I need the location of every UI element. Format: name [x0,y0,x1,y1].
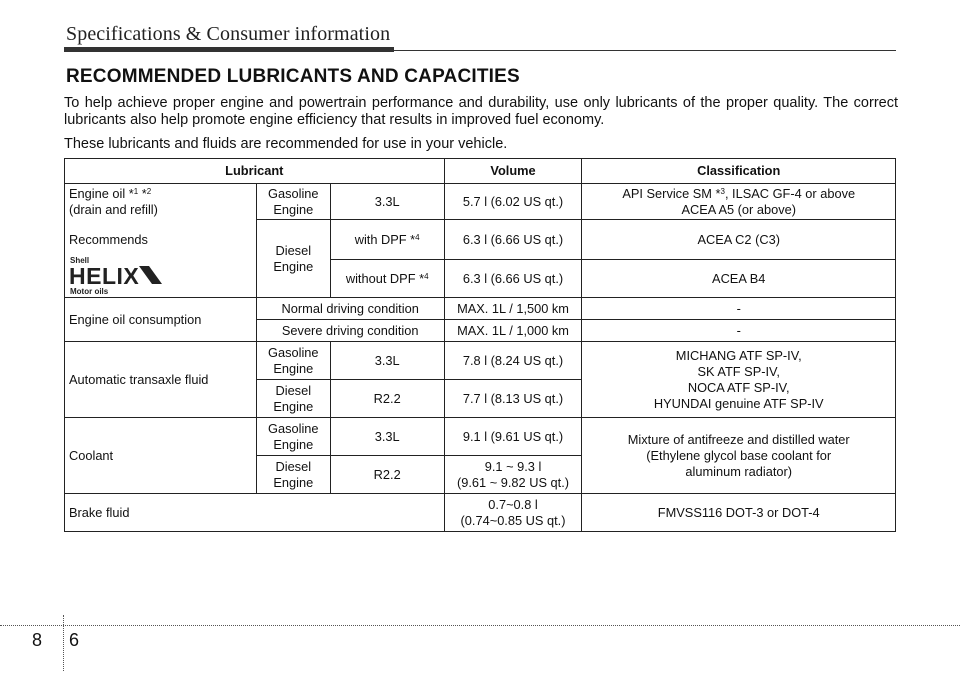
brake-volume-cell [444,494,582,532]
header-rule [64,50,896,51]
atf-class-4: HYUNDAI genuine ATF SP-IV [653,395,824,411]
atf-diesel-volume-cell: 7.7 l (8.13 US qt.) [444,380,582,418]
logo-x-swoosh [139,266,162,284]
gas-class-b: , ILSAC GF-4 or above [724,185,856,201]
header-volume: Volume [444,159,582,184]
consumption-label-cell: Engine oil consumption [65,298,257,342]
footnote-1: 1 [133,187,139,196]
gas-class-a: API Service SM * [622,185,721,201]
table-header-row [65,159,896,184]
gasoline-engine-cell: Gasoline Engine [256,184,330,220]
gas-class-cell [582,184,896,220]
intro-paragraph-1: To help achieve proper engine and powertrain performance and durability, use only lubricants of the proper quality. The correct lubricants also help promote engine efficiency that results in improved fuel economy. [64,95,898,128]
normal-condition-cell: Normal driving condition [256,298,444,320]
dpf-without-label: without DPF * [345,270,425,286]
dpf-with-volume-cell: 6.3 l (6.66 US qt.) [444,220,582,260]
normal-class-cell: - [582,298,896,320]
gas-volume-cell: 5.7 l (6.02 US qt.) [444,184,582,220]
dpf-without-volume-cell: 6.3 l (6.66 US qt.) [444,260,582,298]
coolant-diesel-volume-cell [444,456,582,494]
coolant-gas-spec-cell: 3.3L [330,418,444,456]
normal-value-cell: MAX. 1L / 1,500 km [444,298,582,320]
dpf-with-class-cell: ACEA C2 (C3) [582,220,896,260]
atf-diesel-spec-cell: R2.2 [330,380,444,418]
table-row [65,418,896,456]
logo-text-bottom: Motor oils [70,287,109,296]
brake-volume-1: 0.7~0.8 l [488,496,538,512]
severe-class-cell: - [582,320,896,342]
engine-oil-star2: * [138,186,147,201]
atf-class-2: SK ATF SP-IV, [697,363,780,379]
coolant-diesel-cell: Diesel Engine [256,456,330,494]
atf-class-3: NOCA ATF SP-IV, [687,379,790,395]
dpf-without-class-cell: ACEA B4 [582,260,896,298]
footnote-2: 2 [146,187,152,196]
logo-text-small: Shell [70,256,90,265]
chapter-number: 8 [32,630,43,650]
dpf-with-label: with DPF * [354,231,416,247]
coolant-class-cell [582,418,896,494]
footnote-4a: 4 [415,232,420,242]
lubricants-table [64,158,896,532]
page-number: 6 [69,630,80,650]
gas-spec-cell: 3.3L [330,184,444,220]
coolant-gas-volume-cell: 9.1 l (9.61 US qt.) [444,418,582,456]
atf-class-1: MICHANG ATF SP-IV, [675,347,802,363]
coolant-gasoline-cell: Gasoline Engine [256,418,330,456]
gas-class-c: ACEA A5 (or above) [681,201,796,217]
recommends-label: Recommends [69,232,148,247]
dpf-with-cell [330,220,444,260]
footnote-4b: 4 [424,271,429,281]
coolant-diesel-volume-2: (9.61 ~ 9.82 US qt.) [456,474,570,490]
table-row [65,184,896,220]
section-title: RECOMMENDED LUBRICANTS AND CAPACITIES [66,66,520,87]
dpf-without-cell [330,260,444,298]
atf-gas-volume-cell: 7.8 l (8.24 US qt.) [444,342,582,380]
atf-diesel-cell: Diesel Engine [256,380,330,418]
brake-label-cell: Brake fluid [65,494,445,532]
shell-helix-logo [69,252,163,296]
atf-label-cell: Automatic transaxle fluid [65,342,257,418]
coolant-diesel-spec-cell: R2.2 [330,456,444,494]
engine-oil-sub: (drain and refill) [69,202,158,217]
coolant-class-1: Mixture of antifreeze and distilled water [627,431,850,447]
coolant-label-cell: Coolant [65,418,257,494]
intro-text [64,95,898,153]
intro-paragraph-2: These lubricants and fluids are recommended for use in your vehicle. [64,136,508,152]
brake-volume-2: (0.74~0.85 US qt.) [460,512,566,528]
severe-condition-cell: Severe driving condition [256,320,444,342]
footnote-3: 3 [720,186,725,196]
table-row [65,342,896,380]
atf-gasoline-cell: Gasoline Engine [256,342,330,380]
atf-class-cell [582,342,896,418]
engine-oil-cell [65,184,257,298]
header-classification: Classification [582,159,896,184]
header-title: Specifications & Consumer information [66,23,391,45]
table-row [65,494,896,532]
logo-text-big: HELIX [69,263,140,289]
header-lubricant: Lubricant [65,159,445,184]
coolant-diesel-volume-1: 9.1 ~ 9.3 l [484,458,542,474]
coolant-class-2: (Ethylene glycol base coolant for [646,447,832,463]
brake-class-cell: FMVSS116 DOT-3 or DOT-4 [582,494,896,532]
coolant-class-3: aluminum radiator) [685,463,793,479]
diesel-engine-cell: Diesel Engine [256,220,330,298]
table-row [65,298,896,320]
severe-value-cell: MAX. 1L / 1,000 km [444,320,582,342]
footer-divider-vertical [63,615,64,671]
footer-divider-horizontal [0,625,960,626]
engine-oil-label: Engine oil * [69,186,134,201]
atf-gas-spec-cell: 3.3L [330,342,444,380]
